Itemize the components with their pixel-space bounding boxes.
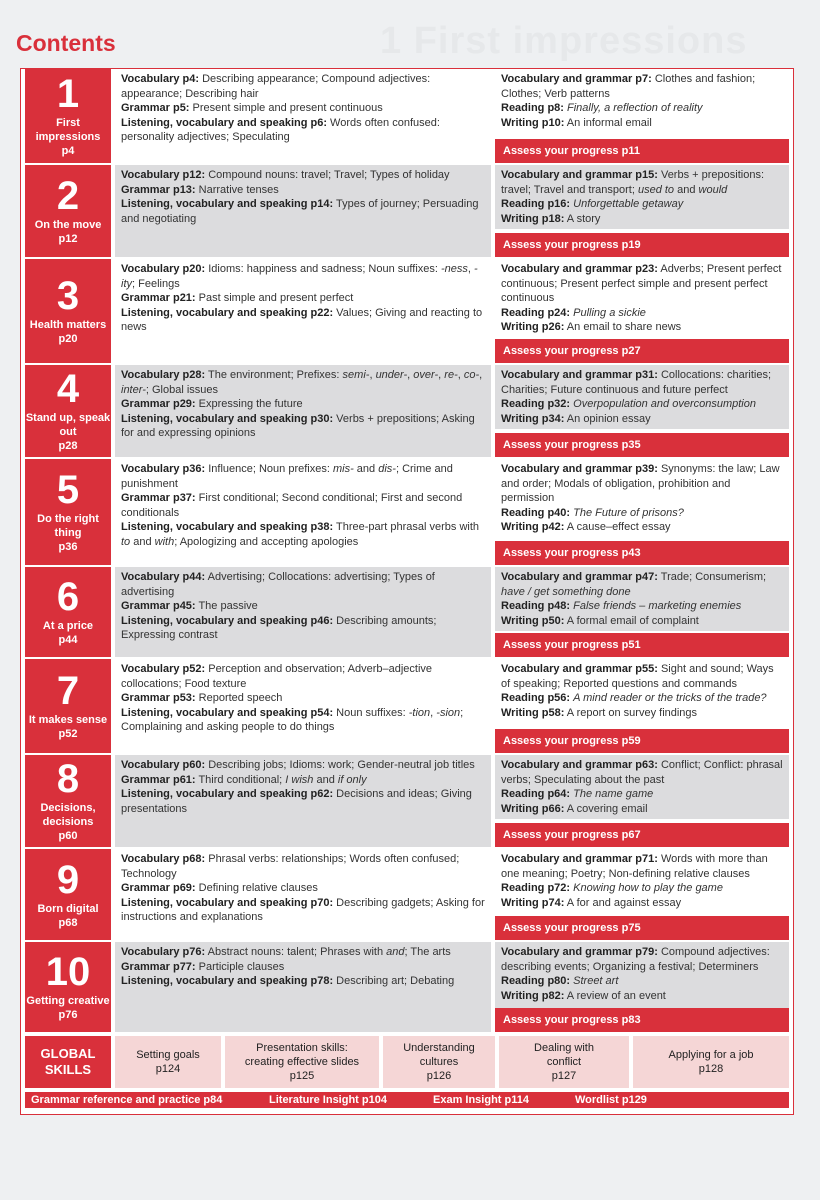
content-line: Writing p42: A cause–effect essay	[501, 521, 671, 533]
footer-literature-insight[interactable]: Literature Insight p104	[269, 1094, 387, 1106]
unit-badge	[25, 69, 111, 163]
global-skills-label-text: GLOBAL SKILLS	[40, 1046, 96, 1077]
unit-left-column	[115, 849, 491, 940]
unit-row-5	[25, 459, 789, 565]
unit-badge	[25, 165, 111, 257]
assess-progress-button[interactable]: Assess your progress p35	[495, 433, 789, 457]
unit-page: p52	[58, 728, 78, 740]
unit-row-9	[25, 849, 789, 940]
unit-number: 7	[56, 669, 80, 713]
content-line: Vocabulary p20: Idioms: happiness and sadness; Noun suffixes: -ness, -ity; Feelings	[121, 263, 478, 290]
content-line: Grammar p45: The passive	[121, 600, 258, 612]
content-line: Vocabulary and grammar p31: Collocations: charities; Charities; Future continuous and future perfect	[501, 369, 772, 396]
unit-badge	[25, 459, 111, 565]
unit-page: p44	[58, 634, 78, 646]
unit-right-column	[495, 659, 789, 727]
unit-row-10	[25, 942, 789, 1032]
content-line: Writing p74: A for and against essay	[501, 896, 682, 909]
content-line: Reading p40: The Future of prisons?	[501, 506, 684, 519]
unit-page: p12	[58, 233, 78, 245]
content-line: Reading p80: Street art	[501, 975, 619, 987]
content-line: Grammar p53: Reported speech	[121, 692, 283, 704]
unit-left-column	[115, 942, 491, 1032]
unit-right-column	[495, 165, 789, 229]
content-line: Listening, vocabulary and speaking p22: Values; Giving and reacting to news	[121, 306, 483, 333]
content-line: Grammar p21: Past simple and present perfect	[121, 292, 354, 304]
content-line: Writing p34: An opinion essay	[501, 412, 651, 425]
assess-progress-button[interactable]: Assess your progress p27	[495, 339, 789, 363]
assess-progress-button[interactable]: Assess your progress p67	[495, 823, 789, 847]
content-line: Grammar p69: Defining relative clauses	[121, 882, 318, 894]
content-line: Grammar p13: Narrative tenses	[121, 183, 279, 196]
unit-page: p4	[61, 145, 75, 157]
content-line: Vocabulary p68: Phrasal verbs: relationships; Words often confused; Technology	[121, 853, 460, 880]
global-skills-row	[25, 1036, 789, 1088]
unit-number: 5	[56, 468, 80, 512]
global-skill-item[interactable]: Presentation skills: creating effective slides p125	[225, 1036, 379, 1088]
content-line: Writing p82: A review of an event	[501, 989, 666, 1002]
unit-right-column	[495, 69, 789, 137]
content-line: Listening, vocabulary and speaking p6: Words often confused: personality adjectives; Speculating	[121, 116, 440, 143]
content-line: Writing p26: An email to share news	[501, 321, 682, 333]
content-line: Listening, vocabulary and speaking p30: Verbs + prepositions; Asking for and expressing opinions	[121, 412, 475, 439]
unit-row-2	[25, 165, 789, 257]
content-line: Writing p50: A formal email of complaint	[501, 614, 699, 627]
footer-exam-insight[interactable]: Exam Insight p114	[433, 1094, 529, 1106]
assess-progress-button[interactable]: Assess your progress p11	[495, 139, 789, 163]
unit-page: p28	[58, 440, 78, 452]
content-line: Grammar p5: Present simple and present continuous	[121, 102, 383, 114]
content-line: Vocabulary and grammar p39: Synonyms: the law; Law and order; Modals of obligation, prohibition and permission	[501, 463, 780, 504]
unit-right-column	[495, 755, 789, 819]
assess-progress-button[interactable]: Assess your progress p59	[495, 729, 789, 753]
content-line: Writing p66: A covering email	[501, 802, 648, 815]
content-line: Listening, vocabulary and speaking p70: Describing gadgets; Asking for instructions and explanations	[121, 896, 485, 923]
content-line: Vocabulary p36: Influence; Noun prefixes: mis- and dis-; Crime and punishment	[121, 463, 453, 490]
content-line: Writing p10: An informal email	[501, 116, 652, 129]
content-line: Vocabulary and grammar p7: Clothes and fashion; Clothes; Verb patterns	[501, 73, 756, 100]
content-line: Grammar p61: Third conditional; I wish and if only	[121, 773, 367, 786]
content-line: Listening, vocabulary and speaking p46: Describing amounts; Expressing contrast	[121, 614, 437, 641]
unit-number: 2	[56, 174, 80, 218]
unit-badge	[25, 659, 111, 753]
content-line: Vocabulary p52: Perception and observation; Adverb–adjective collocations; Food texture	[121, 663, 433, 690]
content-line: Grammar p37: First conditional; Second conditional; First and second conditionals	[121, 492, 463, 519]
unit-left-column	[115, 659, 491, 753]
unit-left-column	[115, 755, 491, 847]
content-line: Listening, vocabulary and speaking p62: Decisions and ideas; Giving presentations	[121, 788, 472, 815]
content-line: Reading p64: The name game	[501, 788, 654, 800]
unit-row-6	[25, 567, 789, 657]
unit-title: At a price	[42, 620, 94, 632]
assess-progress-button[interactable]: Assess your progress p75	[495, 916, 789, 940]
content-line: Reading p24: Pulling a sickie	[501, 306, 646, 319]
content-line: Listening, vocabulary and speaking p14: Types of journey; Persuading and negotiating	[121, 198, 479, 225]
unit-right-column	[495, 942, 789, 1010]
unit-left-column	[115, 259, 491, 363]
content-line: Reading p32: Overpopulation and overconsumption	[501, 398, 756, 410]
unit-page: p76	[58, 1009, 78, 1021]
content-line: Grammar p29: Expressing the future	[121, 398, 303, 410]
unit-right-column	[495, 459, 789, 543]
unit-badge	[25, 942, 111, 1032]
content-line: Reading p48: False friends – marketing enemies	[501, 600, 742, 612]
footer-wordlist[interactable]: Wordlist p129	[575, 1094, 647, 1106]
unit-row-7	[25, 659, 789, 753]
unit-title: First impressions	[35, 117, 101, 143]
unit-number: 10	[45, 950, 91, 994]
contents-table	[20, 68, 794, 1115]
unit-row-1	[25, 69, 789, 163]
global-skill-item[interactable]: Understanding cultures p126	[383, 1036, 495, 1088]
content-line: Vocabulary and grammar p63: Conflict; Conflict: phrasal verbs; Speculating about the past	[501, 759, 783, 786]
unit-title: Born digital	[37, 902, 99, 915]
content-line: Vocabulary p28: The environment; Prefixes: semi-, under-, over-, re-, co-, inter-; Global issues	[121, 369, 483, 396]
assess-progress-button[interactable]: Assess your progress p51	[495, 633, 789, 657]
ghost-title: 1 First impressions	[380, 20, 748, 62]
unit-title: Decisions, decisions	[40, 802, 96, 828]
unit-row-3	[25, 259, 789, 363]
unit-badge	[25, 567, 111, 657]
content-line: Vocabulary p44: Advertising; Collocations: advertising; Types of advertising	[121, 571, 435, 598]
content-line: Writing p18: A story	[501, 212, 601, 225]
content-line: Writing p58: A report on survey findings	[501, 706, 698, 719]
unit-right-column	[495, 365, 789, 429]
unit-title: On the move	[34, 219, 102, 231]
unit-page: p36	[58, 541, 78, 553]
unit-title: Health matters	[29, 319, 107, 331]
unit-right-column	[495, 567, 789, 631]
global-skill-item[interactable]: Dealing with conflict p127	[499, 1036, 629, 1088]
unit-title: Stand up, speak out	[25, 412, 111, 438]
unit-badge	[25, 849, 111, 940]
global-skill-item[interactable]: Applying for a job p128	[633, 1036, 789, 1088]
page-title: Contents	[16, 30, 116, 56]
unit-left-column	[115, 459, 491, 565]
content-line: Vocabulary p12: Compound nouns: travel; Travel; Types of holiday	[121, 169, 450, 181]
content-line: Vocabulary and grammar p71: Words with more than one meaning; Poetry; Non-defining relative clauses	[501, 853, 768, 880]
global-skills-label	[25, 1036, 111, 1088]
unit-title: It makes sense	[28, 714, 108, 726]
content-line: Vocabulary and grammar p55: Sight and sound; Ways of speaking; Reported questions and commands	[501, 663, 774, 690]
unit-title: Do the right thing	[37, 513, 99, 539]
unit-right-column	[495, 259, 789, 333]
unit-number: 9	[56, 857, 80, 902]
unit-left-column	[115, 69, 491, 163]
unit-page: p68	[58, 916, 78, 929]
content-line: Reading p56: A mind reader or the tricks of the trade?	[501, 692, 767, 704]
footer-grammar-reference[interactable]: Grammar reference and practice p84	[31, 1094, 223, 1106]
unit-badge	[25, 259, 111, 363]
content-line: Reading p72: Knowing how to play the game	[501, 882, 723, 894]
assess-progress-button[interactable]: Assess your progress p19	[495, 233, 789, 257]
unit-left-column	[115, 567, 491, 657]
unit-left-column	[115, 365, 491, 457]
unit-title: Getting creative	[26, 995, 110, 1007]
unit-right-column	[495, 849, 789, 917]
unit-number: 1	[56, 72, 80, 116]
content-line: Reading p8: Finally, a reflection of reality	[501, 102, 703, 114]
unit-page: p20	[58, 333, 78, 345]
global-skill-item[interactable]: Setting goals p124	[115, 1036, 221, 1088]
footer-bar	[25, 1092, 789, 1108]
unit-number: 6	[56, 575, 80, 619]
unit-row-8	[25, 755, 789, 847]
content-line: Vocabulary and grammar p23: Adverbs; Present perfect continuous; Present perfect simple and present perfect continuous	[501, 263, 782, 304]
unit-number: 8	[56, 757, 80, 801]
content-line: Listening, vocabulary and speaking p54: Noun suffixes: -tion, -sion; Complaining and asking people to do things	[121, 706, 464, 733]
content-line: Grammar p77: Participle clauses	[121, 960, 285, 973]
content-line: Vocabulary p4: Describing appearance; Compound adjectives: appearance; Describing hair	[121, 73, 431, 100]
content-line: Listening, vocabulary and speaking p78: Describing art; Debating	[121, 975, 455, 987]
unit-badge	[25, 755, 111, 847]
unit-page: p60	[58, 830, 78, 842]
content-line: Vocabulary p76: Abstract nouns: talent; Phrases with and; The arts	[121, 946, 451, 958]
content-line: Reading p16: Unforgettable getaway	[501, 198, 684, 210]
assess-progress-button[interactable]: Assess your progress p43	[495, 541, 789, 565]
content-line: Vocabulary and grammar p15: Verbs + prepositions: travel; Travel and transport; used to and would	[501, 169, 764, 196]
assess-progress-button[interactable]: Assess your progress p83	[495, 1008, 789, 1032]
unit-number: 3	[56, 274, 80, 318]
content-line: Vocabulary p60: Describing jobs; Idioms: work; Gender-neutral job titles	[121, 759, 475, 771]
content-line: Vocabulary and grammar p79: Compound adjectives: describing events; Organizing a festival; Determiners	[501, 946, 770, 973]
content-line: Vocabulary and grammar p47: Trade; Consumerism; have / get something done	[501, 571, 767, 598]
unit-row-4	[25, 365, 789, 457]
unit-badge	[25, 365, 111, 457]
unit-left-column	[115, 165, 491, 257]
unit-number: 4	[56, 367, 80, 411]
content-line: Listening, vocabulary and speaking p38: Three-part phrasal verbs with to and with; Apologizing and accepting apologies	[121, 521, 480, 548]
